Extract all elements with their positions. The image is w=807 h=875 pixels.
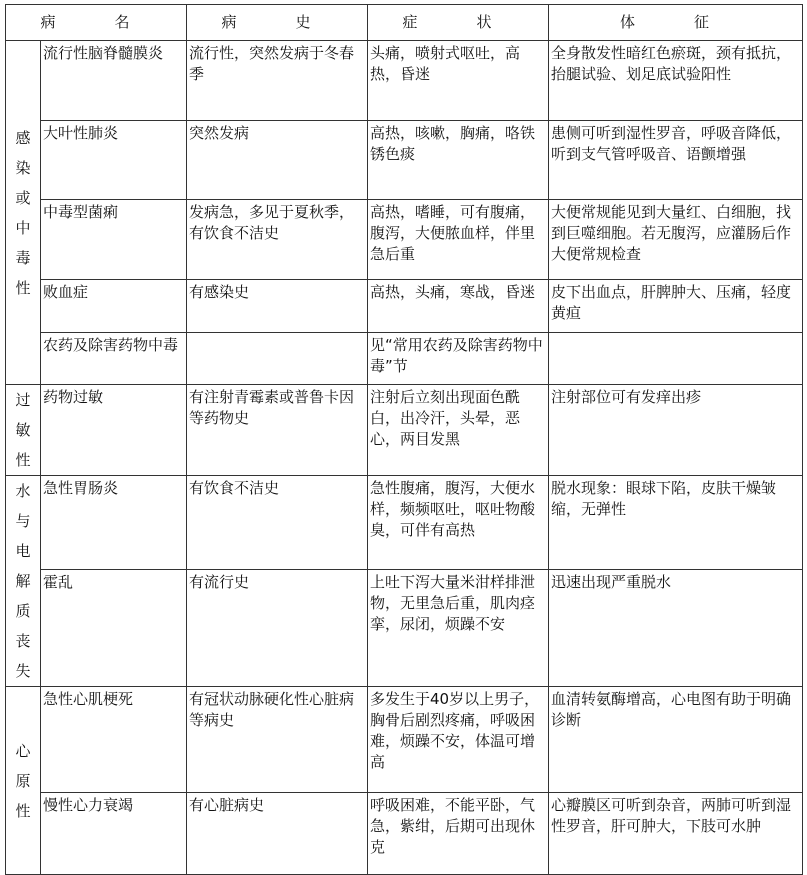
cell-symptoms: 急性腹痛，腹泻，大便水样，频频呕吐，呕吐物酸臭，可伴有高热 [368, 476, 549, 570]
category-label: 心原性 [15, 741, 31, 820]
cell-history: 有注射青霉素或普鲁卡因等药物史 [187, 385, 368, 476]
cell-history: 有流行史 [187, 570, 368, 687]
cell-history: 突然发病 [187, 121, 368, 200]
cell-symptoms: 呼吸困难，不能平卧，气急，紫绀，后期可出现休克 [368, 793, 549, 875]
header-history: 病 史 [187, 5, 368, 41]
table-row [6, 121, 803, 200]
cell-name: 急性胃肠炎 [41, 476, 187, 570]
cell-symptoms: 高热，头痛，寒战，昏迷 [368, 280, 549, 333]
cell-name: 慢性心力衰竭 [41, 793, 187, 875]
category-cell [6, 41, 41, 385]
document [5, 4, 803, 875]
cell-history: 有冠状动脉硬化性心脏病等病史 [187, 687, 368, 793]
cell-signs: 血清转氨酶增高，心电图有助于明确诊断 [549, 687, 803, 793]
cell-name: 流行性脑脊髓膜炎 [41, 41, 187, 121]
cell-signs: 脱水现象：眼球下陷，皮肤干燥皱缩，无弹性 [549, 476, 803, 570]
cell-history: 有心脏病史 [187, 793, 368, 875]
cell-signs: 注射部位可有发痒出疹 [549, 385, 803, 476]
cell-name: 败血症 [41, 280, 187, 333]
cell-history [187, 333, 368, 385]
cell-name: 农药及除害药物中毒 [41, 333, 187, 385]
header-symptoms: 症 状 [368, 5, 549, 41]
category-cell [6, 476, 41, 687]
table-row [6, 41, 803, 121]
cell-name: 中毒型菌痢 [41, 200, 187, 280]
cell-symptoms: 高热，嗜睡，可有腹痛，腹泻，大便脓血样，伴里急后重 [368, 200, 549, 280]
table-row [6, 793, 803, 875]
table-row [6, 200, 803, 280]
cell-signs: 患侧可听到湿性罗音，呼吸音降低，听到支气管呼吸音、语颤增强 [549, 121, 803, 200]
cell-history: 发病急，多见于夏秋季，有饮食不洁史 [187, 200, 368, 280]
cell-symptoms: 见“常用农药及除害药物中毒”节 [368, 333, 549, 385]
cell-signs [549, 333, 803, 385]
cell-history: 流行性，突然发病于冬春季 [187, 41, 368, 121]
header-disease-name: 病 名 [6, 5, 187, 41]
cell-signs: 全身散发性暗红色瘀斑，颈有抵抗，抬腿试验、划足底试验阳性 [549, 41, 803, 121]
cell-name: 大叶性肺炎 [41, 121, 187, 200]
cell-signs: 大便常规能见到大量红、白细胞，找到巨噬细胞。若无腹泻，应灌肠后作大便常规检查 [549, 200, 803, 280]
category-label: 过敏性 [15, 391, 31, 469]
table-row [6, 385, 803, 476]
category-cell [6, 687, 41, 875]
cell-history: 有饮食不洁史 [187, 476, 368, 570]
cell-symptoms: 多发生于40岁以上男子，胸骨后剧烈疼痛，呼吸困难，烦躁不安，体温可增高 [368, 687, 549, 793]
cell-symptoms: 头痛，喷射式呕吐，高热，昏迷 [368, 41, 549, 121]
table-row [6, 476, 803, 570]
category-cell [6, 385, 41, 476]
cell-name: 药物过敏 [41, 385, 187, 476]
table-row [6, 333, 803, 385]
cell-name: 霍乱 [41, 570, 187, 687]
cell-signs: 皮下出血点，肝脾肿大、压痛，轻度黄疸 [549, 280, 803, 333]
cell-symptoms: 注射后立刻出现面色酰白，出冷汗，头晕，恶心，两目发黑 [368, 385, 549, 476]
cell-name: 急性心肌梗死 [41, 687, 187, 793]
cell-history: 有感染史 [187, 280, 368, 333]
header-signs: 体 征 [549, 5, 803, 41]
diagnosis-table [5, 4, 803, 875]
category-label: 水与电解质丧失 [15, 482, 31, 680]
table-row [6, 570, 803, 687]
cell-signs: 迅速出现严重脱水 [549, 570, 803, 687]
cell-signs: 心瓣膜区可听到杂音，两肺可听到湿性罗音，肝可肿大，下肢可水肿 [549, 793, 803, 875]
cell-symptoms: 上吐下泻大量米泔样排泄物，无里急后重，肌肉痉挛，尿闭，烦躁不安 [368, 570, 549, 687]
table-row [6, 687, 803, 793]
cell-symptoms: 高热，咳嗽，胸痛，咯铁锈色痰 [368, 121, 549, 200]
table-header-row [6, 5, 803, 41]
category-label: 感染或中毒性 [15, 128, 31, 297]
table-row [6, 280, 803, 333]
